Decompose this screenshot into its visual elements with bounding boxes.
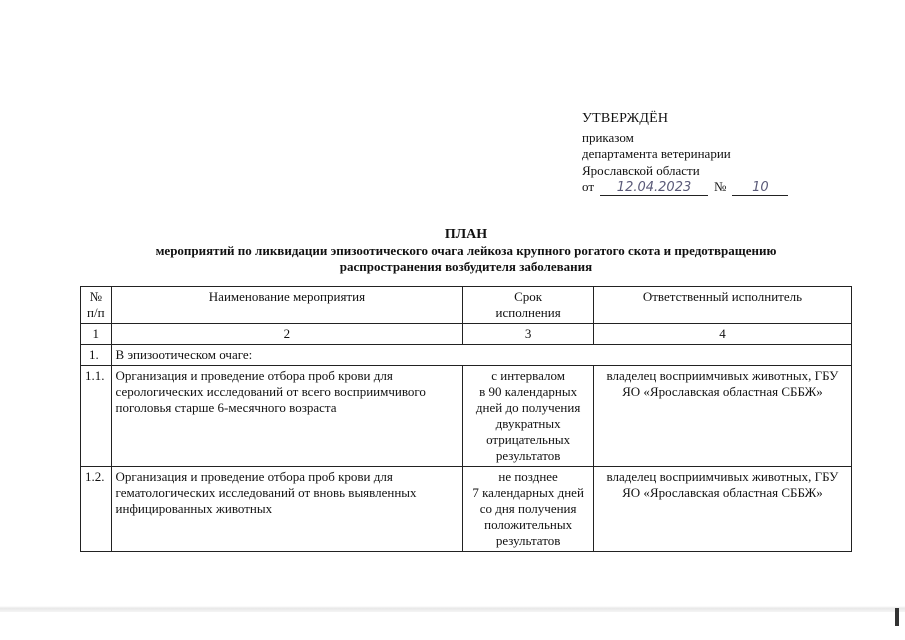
row-name: Организация и проведение отбора проб крови для серологических исследований от всего восприимчивого поголовья старше 6-месячного возраста <box>111 366 463 467</box>
table-header-row <box>81 287 852 324</box>
header-responsible: Ответственный исполнитель <box>593 287 851 324</box>
handwritten-number: 10 <box>732 180 788 196</box>
document-title <box>80 226 852 275</box>
approval-date-number-line <box>582 179 788 196</box>
row-responsible: владелец восприимчивых животных, ГБУ ЯО «Ярославская областная СББЖ» <box>593 366 851 467</box>
header-num: № п/п <box>81 287 112 324</box>
section-row <box>81 345 852 366</box>
header-name: Наименование мероприятия <box>111 287 463 324</box>
column-number-1: 1 <box>81 324 112 345</box>
row-term: с интервалом в 90 календарных дней до получения двукратных отрицательных результатов <box>463 366 594 467</box>
plan-title: ПЛАН <box>444 227 488 242</box>
approval-order-text: приказом <box>582 129 634 145</box>
table-row <box>81 467 852 552</box>
row-term: не позднее 7 календарных дней со дня получения положительных результатов <box>463 467 594 552</box>
row-num: 1.1. <box>81 366 112 467</box>
handwritten-date: 12.04.2023 <box>600 180 708 196</box>
number-label: № <box>714 179 727 194</box>
scan-edge-artifact <box>0 606 905 612</box>
row-responsible: владелец восприимчивых животных, ГБУ ЯО «Ярославская областная СББЖ» <box>593 467 851 552</box>
scan-mark-artifact <box>895 608 899 626</box>
section-num: 1. <box>81 345 112 366</box>
row-name: Организация и проведение отбора проб крови для гематологических исследований от вновь выявленных инфицированных животных <box>111 467 463 552</box>
plan-subtitle-line1: мероприятий по ликвидации эпизоотического очага лейкоза крупного рогатого скота и предотвращению <box>155 243 777 258</box>
column-number-2: 2 <box>111 324 463 345</box>
approval-region-text: Ярославской области <box>582 162 700 178</box>
approval-heading: УТВЕРЖДЁН <box>582 111 669 126</box>
column-number-3: 3 <box>463 324 594 345</box>
plan-table <box>80 286 852 552</box>
plan-subtitle-line2: распространения возбудителя заболевания <box>339 259 593 274</box>
column-number-4: 4 <box>593 324 851 345</box>
header-term: Срок исполнения <box>463 287 594 324</box>
approval-block <box>582 111 788 196</box>
table-row <box>81 366 852 467</box>
approval-department-text: департамента ветеринарии <box>582 146 731 161</box>
column-numbers-row <box>81 324 852 345</box>
date-prefix: от <box>582 179 595 194</box>
row-num: 1.2. <box>81 467 112 552</box>
section-title: В эпизоотическом очаге: <box>111 345 851 366</box>
